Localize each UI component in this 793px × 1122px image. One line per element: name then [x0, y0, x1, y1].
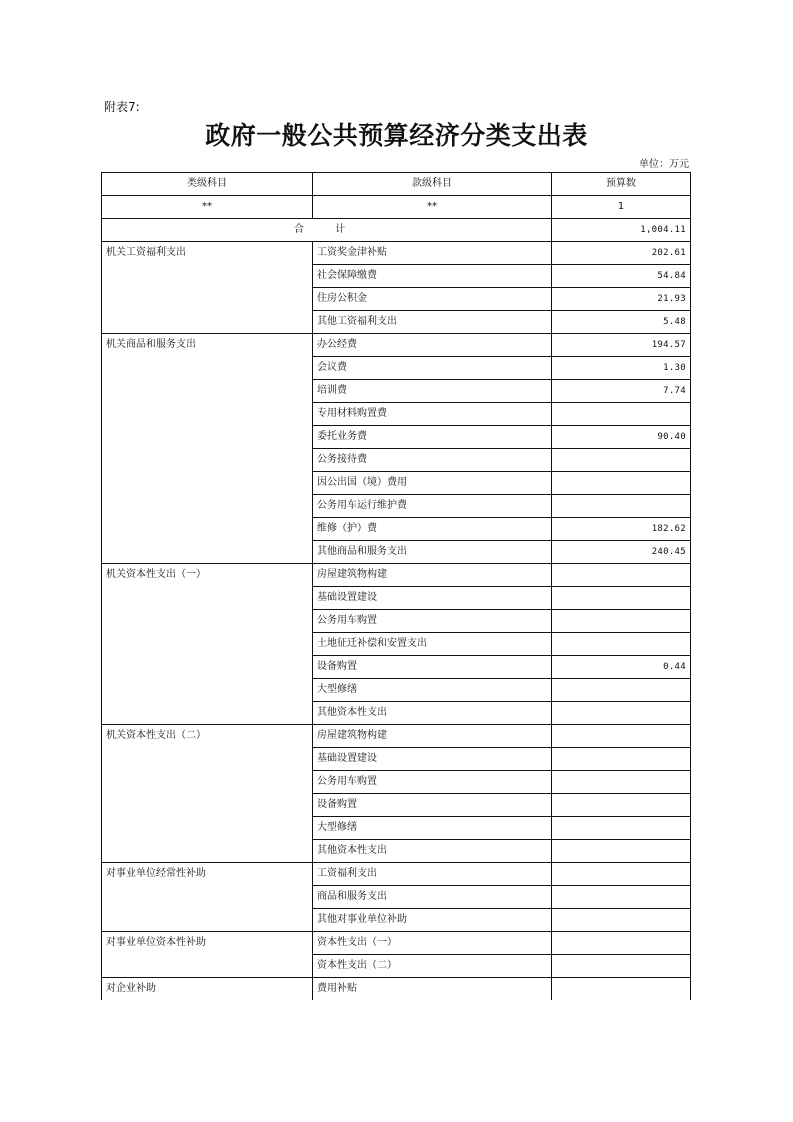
- item-cell: 其他工资福利支出: [313, 311, 552, 334]
- budget-value-cell: [552, 633, 691, 656]
- item-cell: 大型修缮: [313, 679, 552, 702]
- item-cell: 工资奖金津补贴: [313, 242, 552, 265]
- expenditure-table: [101, 172, 691, 1000]
- item-cell: 其他商品和服务支出: [313, 541, 552, 564]
- budget-value-cell: 202.61: [552, 242, 691, 265]
- item-cell: 公务用车购置: [313, 771, 552, 794]
- budget-value-cell: [552, 748, 691, 771]
- page-title: 政府一般公共预算经济分类支出表: [205, 121, 588, 150]
- item-cell: 其他资本性支出: [313, 840, 552, 863]
- budget-value-cell: [552, 679, 691, 702]
- header-budget: 预算数: [552, 173, 691, 196]
- budget-value-cell: [552, 702, 691, 725]
- item-cell: 资本性支出（二）: [313, 955, 552, 978]
- budget-value-cell: 0.44: [552, 656, 691, 679]
- budget-value-cell: [552, 840, 691, 863]
- budget-value-cell: [552, 403, 691, 426]
- table-row: [102, 725, 691, 748]
- budget-value-cell: 21.93: [552, 288, 691, 311]
- item-cell: 设备购置: [313, 794, 552, 817]
- item-cell: 工资福利支出: [313, 863, 552, 886]
- budget-value-cell: [552, 817, 691, 840]
- item-cell: 因公出国（境）费用: [313, 472, 552, 495]
- item-cell: 培训费: [313, 380, 552, 403]
- category-cell: 对事业单位资本性补助: [102, 932, 313, 978]
- item-cell: 商品和服务支出: [313, 886, 552, 909]
- budget-value-cell: [552, 564, 691, 587]
- budget-value-cell: [552, 587, 691, 610]
- item-cell: 其他对事业单位补助: [313, 909, 552, 932]
- budget-value-cell: [552, 610, 691, 633]
- unit-label: 单位：万元: [639, 159, 689, 170]
- budget-value-cell: [552, 955, 691, 978]
- budget-value-cell: [552, 725, 691, 748]
- annex-label: 附表7:: [104, 100, 140, 114]
- table-row: [102, 564, 691, 587]
- budget-value-cell: 240.45: [552, 541, 691, 564]
- budget-value-cell: 90.40: [552, 426, 691, 449]
- budget-value-cell: [552, 909, 691, 932]
- code-row: [102, 196, 691, 219]
- budget-value-cell: 5.48: [552, 311, 691, 334]
- category-cell: 对事业单位经常性补助: [102, 863, 313, 932]
- item-cell: 大型修缮: [313, 817, 552, 840]
- item-cell: 办公经费: [313, 334, 552, 357]
- budget-value-cell: [552, 932, 691, 955]
- item-cell: 会议费: [313, 357, 552, 380]
- header-category: 类级科目: [102, 173, 313, 196]
- item-cell: 设备购置: [313, 656, 552, 679]
- item-cell: 社会保障缴费: [313, 265, 552, 288]
- table-row: [102, 978, 691, 1001]
- item-cell: 住房公积金: [313, 288, 552, 311]
- budget-value-cell: [552, 449, 691, 472]
- total-value: 1,004.11: [552, 219, 691, 242]
- item-cell: 房屋建筑物构建: [313, 564, 552, 587]
- budget-value-cell: 54.84: [552, 265, 691, 288]
- item-cell: 公务接待费: [313, 449, 552, 472]
- budget-value-cell: [552, 978, 691, 1001]
- budget-value-cell: 194.57: [552, 334, 691, 357]
- budget-value-cell: [552, 771, 691, 794]
- budget-value-cell: [552, 495, 691, 518]
- item-cell: 费用补贴: [313, 978, 552, 1001]
- item-cell: 房屋建筑物构建: [313, 725, 552, 748]
- item-cell: 委托业务费: [313, 426, 552, 449]
- item-cell: 公务用车购置: [313, 610, 552, 633]
- budget-value-cell: 7.74: [552, 380, 691, 403]
- total-label: 合 计: [102, 219, 552, 242]
- table-row: [102, 242, 691, 265]
- header-row: [102, 173, 691, 196]
- table-row: [102, 334, 691, 357]
- category-cell: 机关资本性支出（一）: [102, 564, 313, 725]
- category-cell: 对企业补助: [102, 978, 313, 1001]
- item-cell: 专用材料购置费: [313, 403, 552, 426]
- table-row: [102, 932, 691, 955]
- item-cell: 基础设置建设: [313, 587, 552, 610]
- code-budget: 1: [552, 196, 691, 219]
- budget-value-cell: 1.30: [552, 357, 691, 380]
- item-cell: 资本性支出（一）: [313, 932, 552, 955]
- item-cell: 其他资本性支出: [313, 702, 552, 725]
- budget-value-cell: [552, 886, 691, 909]
- category-cell: 机关商品和服务支出: [102, 334, 313, 564]
- code-category: **: [102, 196, 313, 219]
- total-row: [102, 219, 691, 242]
- category-cell: 机关资本性支出（二）: [102, 725, 313, 863]
- item-cell: 维修（护）费: [313, 518, 552, 541]
- table-row: [102, 863, 691, 886]
- category-cell: 机关工资福利支出: [102, 242, 313, 334]
- item-cell: 土地征迁补偿和安置支出: [313, 633, 552, 656]
- budget-value-cell: [552, 472, 691, 495]
- budget-value-cell: 182.62: [552, 518, 691, 541]
- code-item: **: [313, 196, 552, 219]
- item-cell: 基础设置建设: [313, 748, 552, 771]
- header-item: 款级科目: [313, 173, 552, 196]
- item-cell: 公务用车运行维护费: [313, 495, 552, 518]
- budget-value-cell: [552, 863, 691, 886]
- budget-value-cell: [552, 794, 691, 817]
